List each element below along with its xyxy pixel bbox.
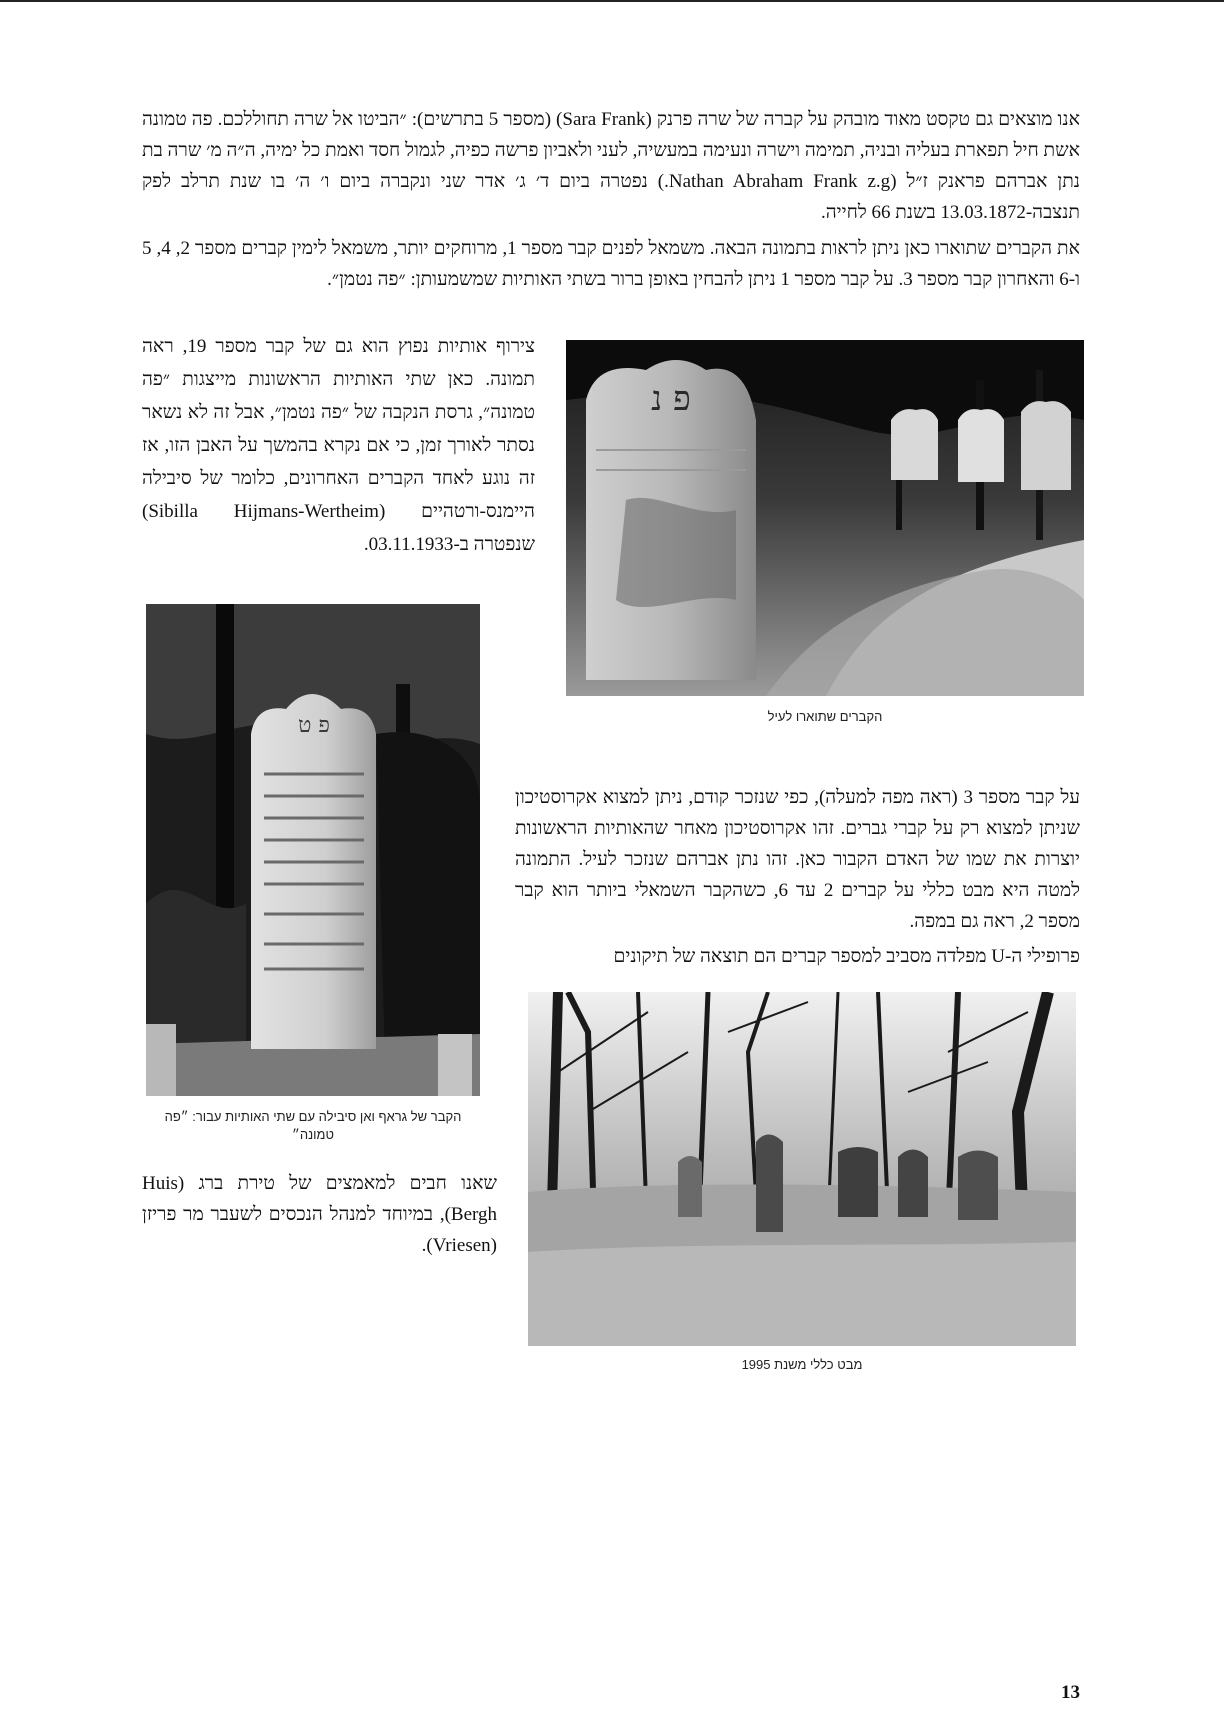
caption-graves-described: הקברים שתוארו לעיל bbox=[767, 709, 883, 724]
paragraph-huis-bergh: שאנו חבים למאמצים של טירת ברג (Huis Bergh), במיוחד למנהל הנכסים לשעבר מר פריזן (Vriesen). bbox=[142, 1173, 497, 1256]
photo-graves-described bbox=[566, 340, 1084, 696]
caption-general-view-1995: מבט כללי משנת 1995 bbox=[741, 1357, 863, 1372]
stone-letters-pe-nun: פ נ bbox=[651, 379, 691, 419]
photo-general-view-1995 bbox=[528, 992, 1076, 1346]
photo-sibilla-grave bbox=[146, 604, 480, 1096]
page-number: 13 bbox=[1061, 1682, 1080, 1703]
stone-letters-pe-tet: פ ט bbox=[298, 713, 330, 738]
paragraph-grave-3-acrostic: על קבר מספר 3 (ראה מפה למעלה), כפי שנזכר קודם, ניתן למצוא אקרוסטיכון שניתן למצוא רק על קברי גברים. זהו אקרוסטיכון מאחר שהאותיות הראשונות יוצרות את שמו של האדם הקבור כאן. זהו נתן אברהם שנזכר לעיל. התמונה למטה היא מבט כללי על קברים 2 עד 6, כשהקבר השמאלי ביותר הוא קבר מספר 2, ראה גם במפה. bbox=[515, 787, 1080, 932]
paragraph-grave-19: צירוף אותיות נפוץ הוא גם של קבר מספר 19, ראה תמונה. כאן שתי האותיות הראשונות מייצגות ״פה טמונה״, גרסת הנקבה של ״פה נטמן״, אבל זה לא נשאר נסתר לאורך זמן, כי אם נקרא בהמשך על האבן הזו, אז זה נוגע לאחד הקברים האחרונים, כלומר של סיבילה היימנס-ורטהיים (Sibilla Hijmans-Wertheim) שנפטרה ב-03.11.1933. bbox=[142, 336, 535, 555]
paragraph-sara-frank: אנו מוצאים גם טקסט מאוד מובהק על קברה של שרה פרנק (Sara Frank) (מספר 5 בתרשים): ״הביטו אל שרה תחוללכם. פה טמונה אשת חיל תפארת בעליה ובניה, תמימה וישרה ונעימה במעשיה, לעני ולאביון פרשה כפיה, לגמול חסד ואמת כל ימיה, ה״ה מ׳ שרה בת נתן אברהם פראנק ז״ל (Nathan Abraham Frank z.g.) נפטרה ביום ד׳ ג׳ אדר שני ונקברה ביום ו׳ ה׳ בו שנת תרלב לפק תנצבה-13.03.1872 בשנת 66 לחייה. bbox=[142, 109, 1080, 223]
paragraph-u-profiles: פרופילי ה-U מפלדה מסביב למספר קברים הם תוצאה של תיקונים bbox=[613, 946, 1080, 967]
paragraph-graves-description: את הקברים שתוארו כאן ניתן לראות בתמונה הבאה. משמאל לפנים קבר מספר 1, מרוחקים יותר, משמאל לימין קברים מספר 2, 4, 5 ו-6 והאחרון קבר מספר 3. על קבר מספר 1 ניתן להבחין באופן ברור בשתי האותיות שמשמעותן: ״פה נטמן״. bbox=[142, 238, 1081, 290]
top-rule bbox=[0, 0, 1224, 2]
caption-sibilla-grave: הקבר של גראף ואן סיבילה עם שתי האותיות עבור: ״פה טמונה״ bbox=[164, 1109, 462, 1142]
